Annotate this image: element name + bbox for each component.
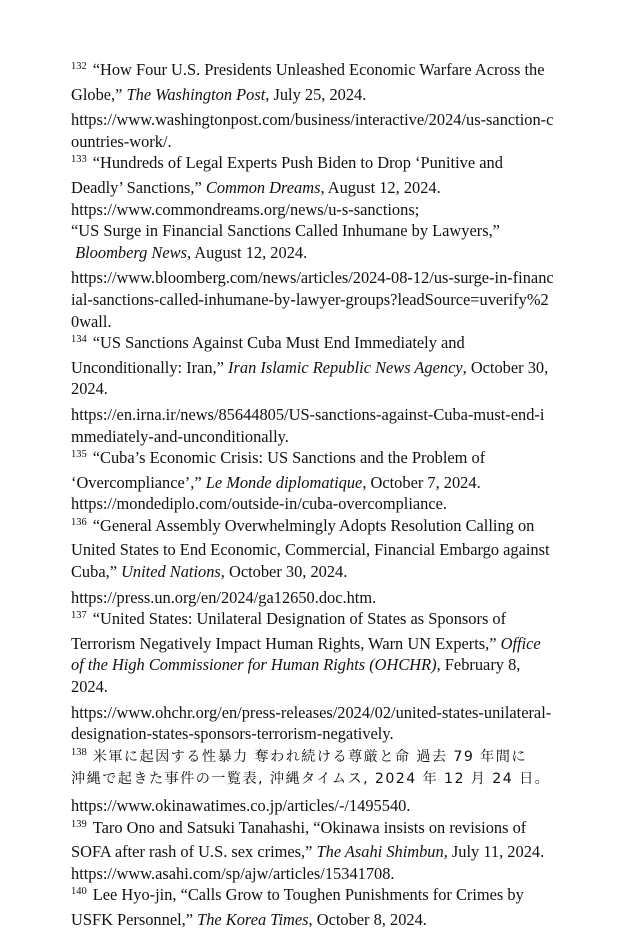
- footnote-line: [71, 152, 571, 177]
- footnote-url: https://press.un.org/en/2024/ga12650.doc.htm.: [71, 587, 377, 607]
- source-title: The Korea Times: [197, 909, 309, 929]
- source-title: United Nations: [121, 562, 221, 582]
- footnote-line: [71, 59, 571, 84]
- footnote-url: https://www.washingtonpost.com/business/interactive/2024/us-sanction-c: [71, 110, 554, 130]
- footnote-text: “United States: Unilateral Designation of States as Sponsors of: [92, 609, 507, 629]
- footnote-url: 0wall.: [71, 311, 112, 331]
- footnote-text: July 11, 2024.: [447, 842, 545, 862]
- footnote-line: [71, 84, 571, 106]
- footnote-text: Taro Ono and Satsuki Tanahashi, “Okinawa insists on revisions of: [92, 817, 527, 837]
- footnote-line: [71, 242, 571, 264]
- footnote-line: [71, 332, 571, 357]
- footnote-140: [71, 884, 571, 930]
- footnote-url: ountries-work/.: [71, 131, 172, 151]
- footnote-url: https://en.irna.ir/news/85644805/US-sanctions-against-Cuba-must-end-i: [71, 404, 545, 424]
- footnote-text: , August 12, 2024.: [320, 177, 441, 197]
- footnote-137: [71, 608, 571, 745]
- footnote-text: , February 8,: [436, 655, 521, 675]
- footnote-line: [71, 841, 571, 863]
- footnote-133: [71, 152, 571, 332]
- footnote-text: , October 30,: [462, 357, 549, 377]
- footnote-number: 137: [71, 610, 87, 622]
- footnote-text: 米軍に起因する性暴力 奪われ続ける尊厳と命 過去 79 年間に: [92, 748, 527, 765]
- footnote-url: https://www.bloomberg.com/news/articles/2024-08-12/us-surge-in-financ: [71, 268, 554, 288]
- footnote-number: 133: [71, 154, 87, 166]
- footnote-text: “US Surge in Financial Sanctions Called Inhumane by Lawyers,”: [71, 221, 500, 241]
- footnote-text: “Cuba’s Economic Crisis: US Sanctions and the Problem of: [92, 448, 486, 468]
- source-title: The Asahi Shimbun,: [316, 842, 448, 862]
- footnote-135: [71, 447, 571, 515]
- footnote-text: Terrorism Negatively Impact Human Rights, Warn UN Experts,”: [71, 633, 501, 653]
- footnote-url: https://www.asahi.com/sp/ajw/articles/15341708.: [71, 863, 395, 883]
- footnote-url: https://mondediplo.com/outside-in/cuba-overcompliance.: [71, 494, 447, 514]
- footnote-138: [71, 745, 571, 817]
- footnote-url: https://www.ohchr.org/en/press-releases/2024/02/united-states-unilateral-: [71, 702, 552, 722]
- footnote-line: [71, 884, 571, 909]
- footnote-text: Lee Hyo-jin, “Calls Grow to Toughen Punishments for Crimes by: [92, 885, 524, 905]
- footnote-text: “US Sanctions Against Cuba Must End Immediately and: [92, 333, 465, 353]
- source-title: Iran Islamic Republic News Agency: [228, 357, 463, 377]
- source-title: The Washington Post: [126, 84, 266, 104]
- footnote-line: [71, 745, 571, 770]
- footnote-text: United States to End Economic, Commercial, Financial Embargo against: [71, 540, 550, 560]
- footnote-text: 2024.: [71, 677, 108, 697]
- footnote-number: 140: [71, 886, 87, 898]
- footnote-number: 139: [71, 818, 87, 830]
- footnote-line: [71, 561, 571, 583]
- footnote-line: [71, 654, 571, 676]
- source-title: of the High Commissioner for Human Rights (OHCHR): [71, 655, 437, 675]
- footnote-text: Deadly’ Sanctions,”: [71, 177, 206, 197]
- footnote-text: “General Assembly Overwhelmingly Adopts Resolution Calling on: [92, 515, 535, 535]
- footnote-line: [71, 447, 571, 472]
- source-title: Bloomberg News: [75, 242, 187, 262]
- footnote-line: [71, 909, 571, 931]
- footnote-132: [71, 59, 571, 152]
- source-title: Office: [500, 633, 541, 653]
- source-title: Le Monde diplomatique: [205, 472, 363, 492]
- footnote-number: 134: [71, 334, 87, 346]
- footnote-line: [71, 608, 571, 633]
- footnote-line: [71, 817, 571, 842]
- footnote-text: SOFA after rash of U.S. sex crimes,”: [71, 842, 317, 862]
- footnote-text: , October 7, 2024.: [362, 472, 481, 492]
- footnote-line: [71, 357, 571, 379]
- footnote-number: 138: [71, 746, 87, 758]
- footnote-text: Cuba,”: [71, 562, 122, 582]
- footnote-text: Unconditionally: Iran,”: [71, 357, 229, 377]
- footnote-text: , October 30, 2024.: [220, 562, 348, 582]
- footnotes-list: [71, 59, 571, 931]
- footnote-url: designation-states-sponsors-terrorism-negatively.: [71, 724, 394, 744]
- footnote-url: https://www.commondreams.org/news/u-s-sanctions;: [71, 199, 420, 219]
- footnote-text: , July 25, 2024.: [265, 84, 367, 104]
- footnote-line: [71, 515, 571, 540]
- footnote-text: ‘Overcompliance’,”: [71, 472, 206, 492]
- footnote-text: , October 8, 2024.: [308, 909, 427, 929]
- footnote-text: “How Four U.S. Presidents Unleashed Economic Warfare Across the: [92, 60, 545, 79]
- footnote-139: [71, 817, 571, 885]
- footnote-text: 沖縄で起きた事件の一覧表, 沖縄タイムス, 2024 年 12 月 24 日。: [71, 771, 551, 788]
- footnote-number: 135: [71, 449, 87, 461]
- footnote-text: USFK Personnel,”: [71, 909, 198, 929]
- footnote-number: 136: [71, 516, 87, 528]
- footnote-line: [71, 633, 571, 655]
- footnote-text: Globe,”: [71, 84, 127, 104]
- footnote-line: [71, 472, 571, 494]
- footnote-url: https://www.okinawatimes.co.jp/articles/-/1495540.: [71, 796, 411, 815]
- footnote-url: ial-sanctions-called-inhumane-by-lawyer-groups?leadSource=uverify%2: [71, 289, 549, 309]
- footnote-134: [71, 332, 571, 447]
- footnote-number: 132: [71, 61, 87, 72]
- footnote-line: [71, 177, 571, 199]
- footnote-text: 2024.: [71, 379, 108, 399]
- footnote-text: , August 12, 2024.: [186, 242, 308, 262]
- footnote-136: [71, 515, 571, 608]
- footnote-url: mmediately-and-unconditionally.: [71, 426, 289, 446]
- source-title: Common Dreams: [205, 177, 321, 197]
- footnote-text: “Hundreds of Legal Experts Push Biden to Drop ‘Punitive and: [92, 153, 503, 173]
